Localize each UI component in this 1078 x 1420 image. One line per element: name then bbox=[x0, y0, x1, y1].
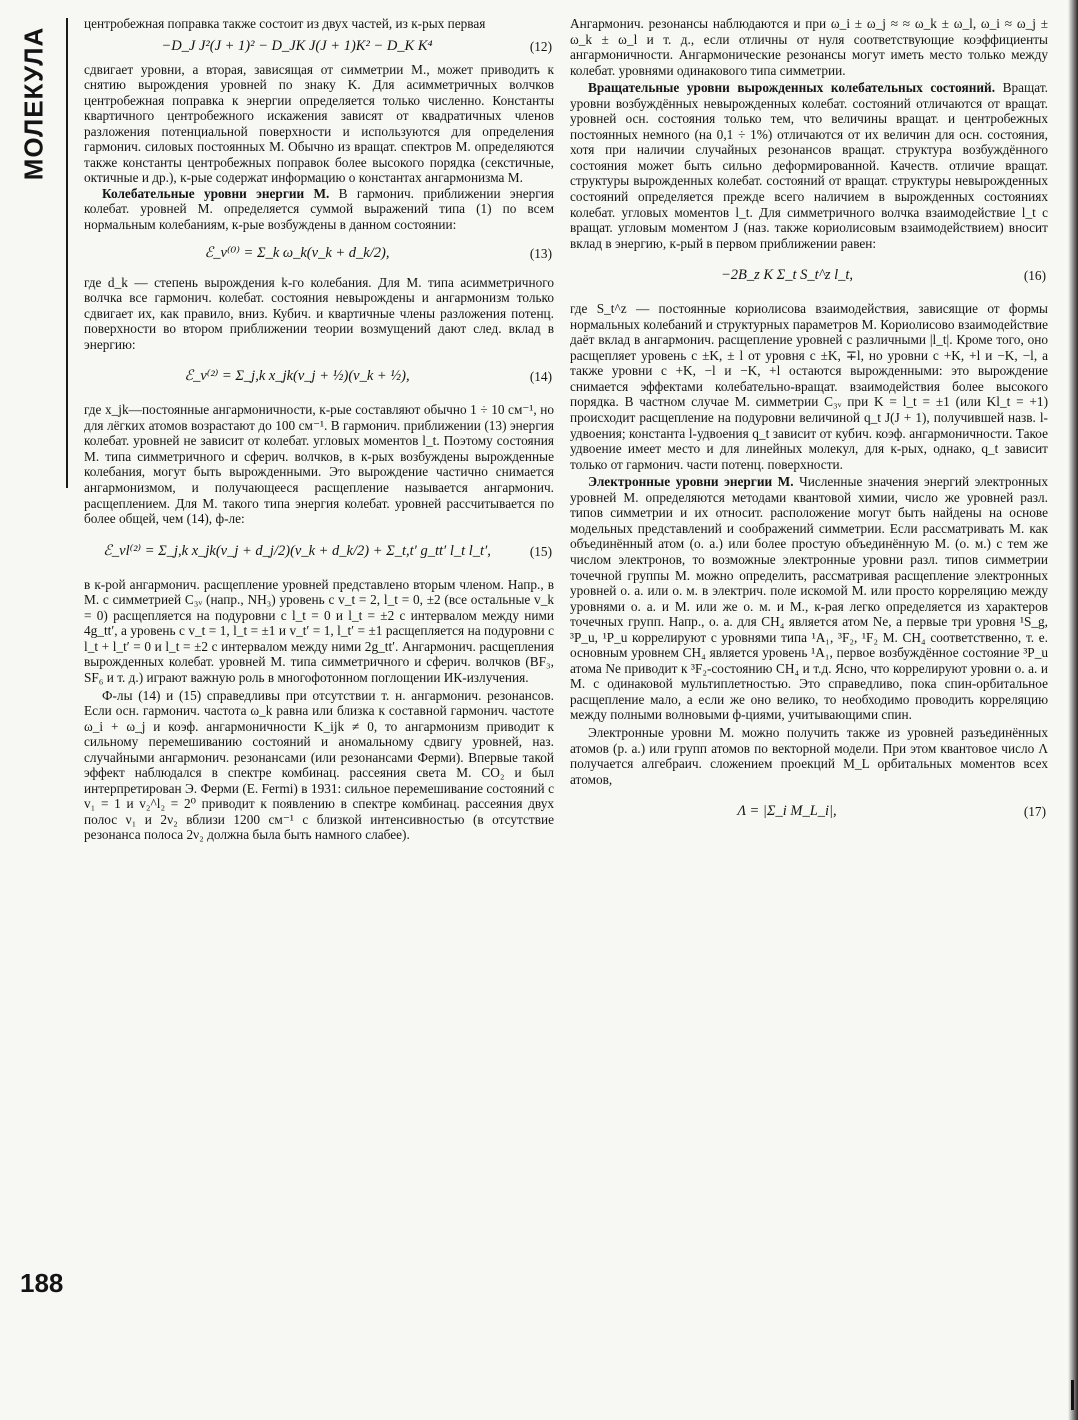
paragraph: в к-рой ангармонич. расщепление уровней представлено вторым членом. Напр., в М. с симметрией C₃ᵥ (напр., NH₃) уровень с v_t = 2, l_t = 0, ±2 (все остальные v_k = 0) расщепляется на подуровни с l_t = 0 и l_t = ±2 с интервалом между ними 4g_tt′, а уровень с v_t = 1, l_t = ±1 и v_t′ = 1, l_t′ = ±1 расщепляется на подуровни с l_t + l_t′ = 0 и l_t = ±2 с интервалом между ними 2g_tt′. Ангармонич. расщепления вырожденных колебат. уровней М. типа симметричного и сферич. волчков (BF₃, SF₆ и т. д.) играют важную роль в многофотонном поглощении ИК-излучения. bbox=[84, 576, 554, 685]
equation-14 bbox=[84, 354, 554, 400]
paragraph: где d_k — степень вырождения k-го колебания. Для М. типа асимметричного волчка все гармонич. колебат. состояния невырождены и ангармонизм только сдвигает их, как правило, вниз. Кубич. и квартичные члены разложения потенц. поверхности во втором приближении теории возмущений дают след. вклад в энергию: bbox=[84, 274, 554, 352]
equation-formula: ℰ_vl⁽²⁾ = Σ_j,k x_jk(v_j + d_j/2)(v_k + d_k/2) + Σ_t,t′ g_tt′ l_t l_t′, bbox=[103, 542, 491, 559]
equation-12 bbox=[84, 34, 554, 60]
equation-number: (12) bbox=[529, 38, 552, 54]
equation-formula: Λ = |Σ_i M_L_i|, bbox=[737, 803, 837, 820]
equation-number: (13) bbox=[529, 245, 552, 261]
section-paragraph bbox=[84, 186, 554, 233]
paragraph: где S_t^z — постоянные кориолисова взаимодействия, зависящие от формы нормальных колебаний и структурных параметров М. Кориолисово взаимодействие даёт вклад в ангармонич. расщепление уровней с различными |l_t|. Кроме того, оно расщепляет уровень с ±K, ± l от уровня с ±K, ∓l, но уровни с +K, +l и −K, −l, а также уровни с +K, −l и −K, +l остаются вырожденными: это вырождение снимается эффектами колебательно-вращат. взаимодействия более высокого порядка. В частном случае М. симметрии C₃ᵥ при K = l_t = ±1 (или Kl_t = +1) происходит расщепление на подуровни величиной q_t J(J + 1), получившей назв. l-удвоения; константа l-удвоения q_t зависит от кубич. коэф. ангармоничности. Такое удвоение имеет место и для линейных молекул, для к-рых, однако, q_t зависит только от гармонич. части потенц. поверхности. bbox=[570, 301, 1048, 472]
equation-15 bbox=[84, 529, 554, 575]
paragraph: Электронные уровни М. можно получить также из уровней разъединённых атомов (р. а.) или групп атомов по векторной модели. При этом квантовое число Λ получается алгебраич. сложением проекций M_L орбитальных моментов всех атомов, bbox=[570, 724, 1048, 787]
equation-formula: ℰ_v⁽⁰⁾ = Σ_k ω_k(v_k + d_k/2), bbox=[204, 244, 390, 261]
paragraph: Ф-лы (14) и (15) справедливы при отсутствии т. н. ангармонич. резонансов. Если осн. гармонич. частота ω_k равна или близка к составной гармонич. частоте ω_i + ω_j и коэф. ангармоничности K_ijk ≠ 0, то ангармонизм приводит к сильному перемешиванию состояний и аномальному сдвигу уровней, наз. случайными ангармонич. резонансами (или резонансами Ферми). Впервые такой эффект наблюдался в спектре комбинац. рассеяния света М. CO₂ и был интерпретирован Э. Ферми (E. Fermi) в 1931: сильное перемешивание состояний с v₁ = 1 и v₂^l₂ = 2⁰ приводит к появлению в спектре комбинац. рассеяния двух полос ν₁ и 2ν₂ вблизи 1200 см⁻¹ с близкой интенсивностью (в отсутствие резонанса полоса 2ν₂ должна была быть намного слабее). bbox=[84, 687, 554, 843]
section-paragraph bbox=[570, 474, 1048, 723]
side-rule bbox=[66, 18, 68, 488]
left-column bbox=[84, 16, 554, 843]
scan-edge bbox=[1068, 0, 1078, 1420]
section-heading: Вращательные уровни вырожденных колебательных состояний. bbox=[588, 80, 996, 96]
section-heading: Электронные уровни энергии М. bbox=[588, 474, 794, 490]
equation-formula: ℰ_v⁽²⁾ = Σ_j,k x_jk(v_j + ½)(v_k + ½), bbox=[184, 368, 410, 385]
paragraph: где x_jk—постоянные ангармоничности, к-рые составляют обычно 1 ÷ 10 см⁻¹, но для лёгких атомов возрастают до 100 см⁻¹. В гармонич. приближении (13) энергия колебат. уровней не зависит от колебат. угловых моментов l_t. Поэтому состояния М. типа симметричного и сферич. волчков, в к-рых возбуждены вырожденные колебания, могут быть вырожденными. Это вырождение частично снимается ангармонизмом, и получающееся расщепление называется ангармонич. расщеплением. Для М. такого типа энергия колебат. уровней рассчитывается по более общей, чем (14), ф-ле: bbox=[84, 402, 554, 527]
equation-16 bbox=[570, 253, 1048, 299]
paragraph-text: В гармонич. приближении энергия колебат. уровней М. определяется суммой выражений типа (1) по всем нормальным колебаниям, к-рые возбуждены в данном состоянии: bbox=[84, 185, 554, 233]
side-title: МОЛЕКУЛА bbox=[18, 26, 49, 180]
right-column bbox=[570, 16, 1048, 837]
equation-17 bbox=[570, 789, 1048, 835]
paragraph: сдвигает уровни, а вторая, зависящая от симметрии М., может приводить к снятию вырождения уровней по знаку K. Для асимметричных волчков центробежная поправка к энергии определяется только численно. Константы квартичного центробежного искажения зависят от квадратичных членов разложения потенциальной поверхности и используются для определения гармонич. силовых постоянных М. Обычно из вращат. спектров М. определяются также константы центробежных поправок более высокого порядка (секстичные, октичные и др.), к-рые содержат информацию о константах ангармонизма М. bbox=[84, 61, 554, 186]
paragraph-text: Вращат. уровни возбуждённых невырожденных колебат. состояний отличаются от вращат. уровней осн. состояния только тем, что величины вращат. и центробежных постоянных немного (на 0,1 ÷ 1%) отличаются от их величин для осн. состояния, хотя при наличии случайных резонансов вращат. структура возбуждённого состояния может быть сильно деформированной. Качеств. отличие вращат. структуры вырожденных колебат. состояний от вращат. структуры невырожденных состояний определяется прежде всего наличием в вырожденных состояниях колебат. угловых моментов l_t. Для симметричного волчка взаимодействие l_t с вращат. угловым моментом J (наз. также кориолисовым взаимодействием) вносит вклад в энергию, к-рый в первом приближении равен: bbox=[570, 80, 1048, 251]
section-heading: Колебательные уровни энергии М. bbox=[102, 185, 330, 201]
equation-number: (14) bbox=[529, 369, 552, 385]
page-number: 188 bbox=[20, 1268, 64, 1298]
equation-13 bbox=[84, 235, 554, 273]
equation-formula: −2B_z K Σ_t S_t^z l_t, bbox=[720, 267, 854, 284]
equation-number: (17) bbox=[1023, 804, 1046, 820]
equation-number: (15) bbox=[529, 543, 552, 559]
section-paragraph bbox=[570, 80, 1048, 251]
paragraph-text: Численные значения энергий электронных уровней М. определяются методами квантовой химии, число же уровней разл. типов симметрии и их относит. расположение могут быть найдены на основе модельных представлений и соображений симметрии. Если рассматривать М. как объединённый атом (о. а.) или более простую объединённую М. (о. м.) с тем же числом электронов, то возможные электронные уровни разл. типов симметрии точечной группы М. можно определить, рассматривая расщепление электронных уровней о. а. или о. м. в электрич. поле искомой М. или просто корреляцию между уровнями о. а. и М. или же о. м. и М., к-рая легко определяется из характеров точечных групп. Напр., о. а. для CH₄ является атом Ne, а первые три уровня ¹S_g, ³P_u, ¹P_u коррелируют с уровнями типа ¹A₁, ³F₂, ¹F₂ М. CH₄ соответственно, т. е. основным уровнем CH₄ является уровень ¹A₁, первое возбуждённое состояние ³P_u атома Ne приводит к ³F₂-состоянию CH₄ и т.д. Ясно, что коррелируют уровни о. а. и М. с одинаковой мультиплетностью. Это справедливо, пока спин-орбитальное расщепление мало, а если же оно велико, то необходимо проводить корреляцию между полными волновыми ф-циями, учитывающими спин. bbox=[570, 474, 1048, 723]
equation-number: (16) bbox=[1023, 268, 1046, 284]
paragraph: Ангармонич. резонансы наблюдаются и при ω_i ± ω_j ≈ ≈ ω_k ± ω_l, ω_i ≈ ω_j ± ω_k ± ω_l и т. д., если отличны от нуля соответствующие коэффициенты ангармоничности. Ангармонические резонансы могут иметь место только между колебат. уровнями одинакового типа симметрии. bbox=[570, 16, 1048, 78]
paragraph: центробежная поправка также состоит из двух частей, из к-рых первая bbox=[84, 16, 486, 31]
equation-formula: −D_J J²(J + 1)² − D_JK J(J + 1)K² − D_K K⁴ bbox=[161, 37, 433, 54]
scan-mark bbox=[1071, 1380, 1074, 1410]
